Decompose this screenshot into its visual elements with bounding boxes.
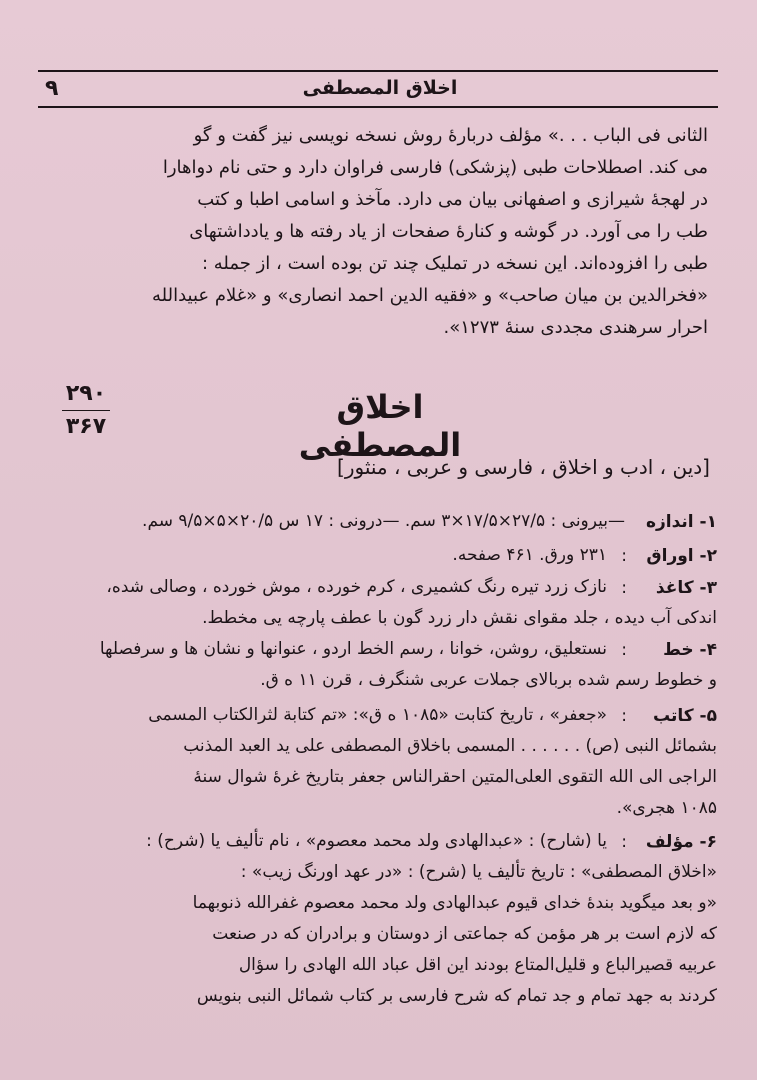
paragraph-line: الثانی فی الباب . . .» مؤلف دربارهٔ روش نسخه نویسی نیز گفت و گو <box>193 125 708 146</box>
entry-line: الراجی الی الله التقوی العلی‌المتین احقرالناس جعفر بتاریخ غرهٔ شوال سنهٔ <box>193 767 717 787</box>
entry-lines <box>60 506 625 537</box>
entry-size <box>60 506 717 537</box>
entry-line: ۱۰۸۵ هجری». <box>616 798 717 818</box>
entry-line: «و بعد میگوید بندهٔ خدای قیوم عبدالهادی ولد محمد معصوم غفرالله ذنوبهما <box>192 893 717 913</box>
entry-label: ۳- کاغذ <box>655 578 717 598</box>
running-title: اخلاق المصطفی <box>302 77 458 99</box>
entry-line: یا (شارح) : «عبدالهادی ولد محمد معصوم» ، نام تألیف یا (شرح) : <box>146 831 607 851</box>
entry-colon: : <box>621 546 627 566</box>
entry-colon: : <box>621 706 627 726</box>
entry-leaves <box>60 540 717 571</box>
paragraph-line: طب را می آورد. در گوشه و کنارهٔ صفحات از یاد رفته ها و یادداشتهای <box>189 221 708 242</box>
entry-line: «اخلاق المصطفی» : تاریخ تألیف یا (شرح) : «در عهد اورنگ زیب» : <box>240 862 717 882</box>
header-top-rule <box>38 70 718 72</box>
entry-line: ۲۳۱ ورق. ۴۶۱ صفحه. <box>452 545 607 565</box>
entry-label: ۴- خط <box>663 640 717 660</box>
paragraph-line: طبی را افزوده‌اند. این نسخه در تملیک چند تن بوده است ، از جمله : <box>201 253 708 274</box>
header-bottom-rule <box>38 106 718 108</box>
entry-label: ۱- اندازه <box>645 512 717 532</box>
entry-line: و خطوط رسم شده بربالای جملات عربی شنگرف ، قرن ۱۱ ه ق. <box>260 670 717 690</box>
entry-paper <box>60 572 717 634</box>
record-subjects: [دین ، ادب و اخلاق ، فارسی و عربی ، منثور] <box>337 455 710 479</box>
entry-author <box>60 826 717 1012</box>
entry-line: که لازم است بر هر مؤمن که جماعتی از دوستان و برادران که در صنعت <box>212 924 717 944</box>
entry-label: ۵- کاتب <box>652 706 717 726</box>
entry-line: بشمائل النبی (ص) . . . . . . المسمی باخلاق المصطفی علی ید العبد المذنب <box>183 736 717 756</box>
paragraph-line: «فخرالدین بن میان صاحب» و «فقیه الدین احمد انصاری» و «غلام عبیدالله <box>152 285 708 306</box>
record-number-divider <box>62 410 110 411</box>
record-number <box>58 380 114 441</box>
entry-line: «جعفر» ، تاریخ کتابت «۱۰۸۵ ه ق»: «تم کتابة لثرالکتاب المسمی <box>148 705 607 725</box>
record-number-top: ۲۹۰ <box>65 381 107 406</box>
entry-line: نستعلیق، روشن، خوانا ، رسم الخط اردو ، عنوانها و نشان ها و سرفصلها <box>99 639 607 659</box>
entry-label: ۲- اوراق <box>646 546 717 566</box>
page-number: ۹ <box>45 76 59 101</box>
paragraph-line: در لهجهٔ شیرازی و اصفهانی بیان می دارد. مآخذ و اسامی اطبا و کتب <box>197 189 708 210</box>
entry-script <box>60 634 717 696</box>
entry-line: —بیرونی : ۲۷/۵×۱۷/۵×۳ سم. —درونی : ۱۷ س ۲۰/۵×۵×۹/۵ سم. <box>142 511 625 531</box>
entry-colon: : <box>621 640 627 660</box>
record-title: اخلاق المصطفی <box>298 388 462 464</box>
record-number-bottom: ۳۶۷ <box>65 414 107 439</box>
entry-line: عربیه قصیرالباع و قلیل‌المتاع بودند این اقل عباد الله الهادی را سؤال <box>238 955 717 975</box>
entry-line: اندکی آب دیده ، جلد مقوای نقش دار زرد گون با عطف پارچه یی مخطط. <box>202 608 717 628</box>
paragraph-line: احرار سرهندی مجددی سنهٔ ۱۲۷۳». <box>443 317 708 338</box>
entry-scribe <box>60 700 717 824</box>
entry-line: نازک زرد تیره رنگ کشمیری ، کرم خورده ، موش خورده ، وصالی شده، <box>106 577 607 597</box>
entry-line: کردند به جهد تمام و جد تمام که شرح فارسی بر کتاب شمائل النبی بنویس <box>196 986 717 1006</box>
entry-lines <box>60 540 607 571</box>
entry-label: ۶- مؤلف <box>645 832 717 852</box>
entry-colon: : <box>621 832 627 852</box>
paragraph-line: می کند. اصطلاحات طبی (پزشکی) فارسی فراوان دارد و حتی نام دواهارا <box>162 157 708 178</box>
intro-paragraph <box>48 120 708 344</box>
entry-colon: : <box>621 578 627 598</box>
